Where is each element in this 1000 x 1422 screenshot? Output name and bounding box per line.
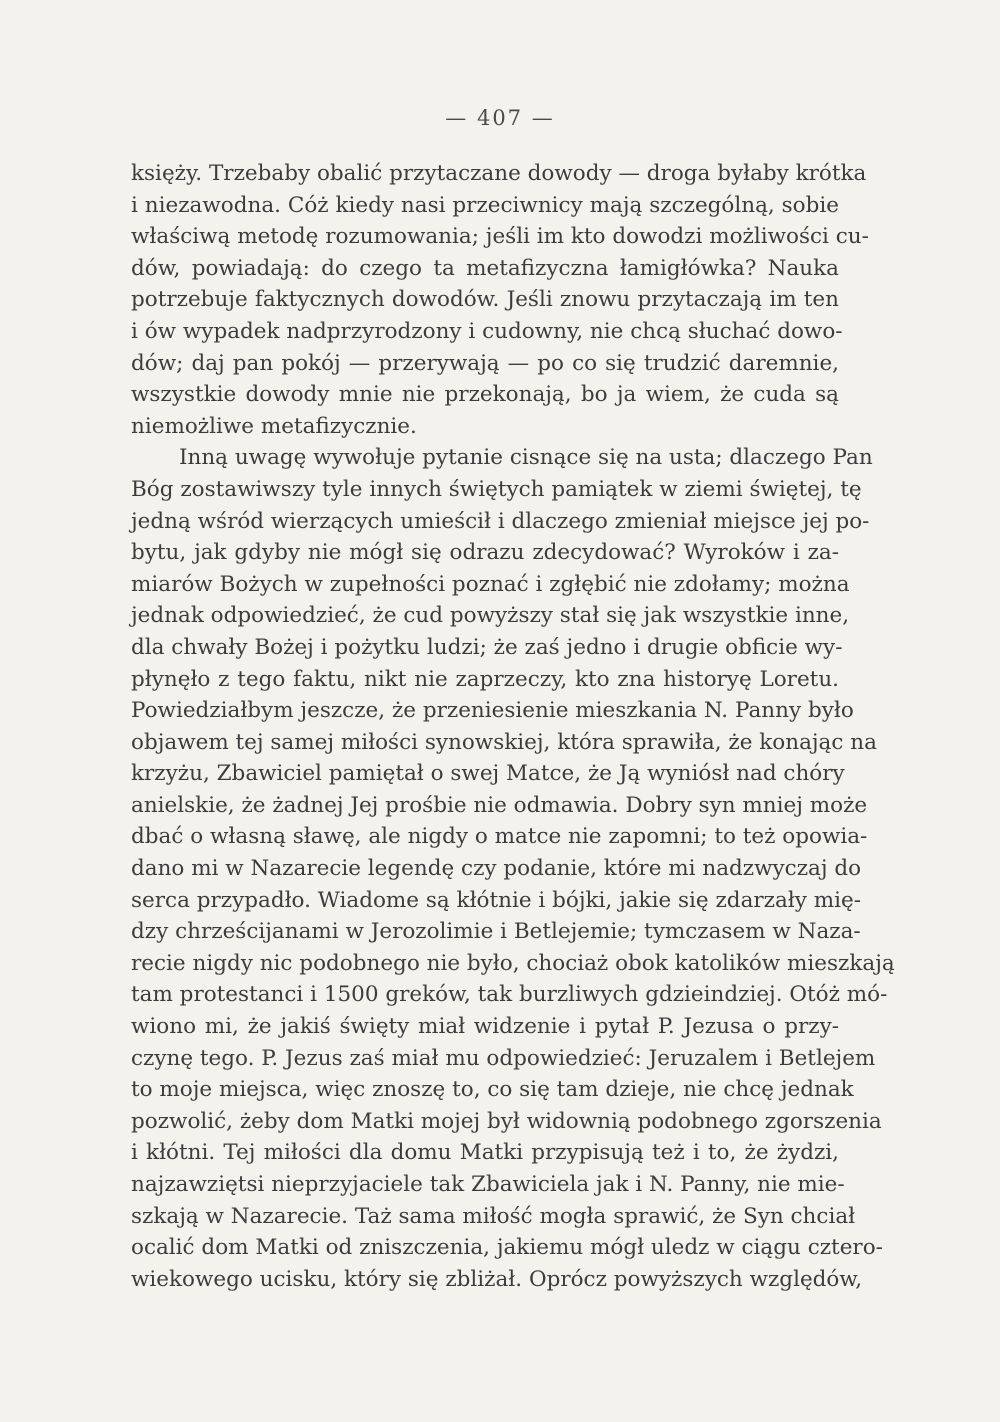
text-line: jednak odpowiedzieć, że cud powyższy stał się jak wszystkie inne, xyxy=(131,603,850,629)
text-line: dów; daj pan pokój — przerywają — po co się trudzić daremnie, xyxy=(131,350,839,376)
text-line: Inną uwagę wywołuje pytanie cisnące się na usta; dlaczego Pan xyxy=(179,445,873,471)
page-number: — 407 — xyxy=(445,106,555,130)
paragraph xyxy=(131,442,895,1295)
text-line: wszystkie dowody mnie nie przekonają, bo ja wiem, że cuda są xyxy=(131,382,839,408)
text-line: dano mi w Nazarecie legendę czy podanie, które mi nadzwyczaj do xyxy=(131,856,862,882)
text-line: księży. Trzebaby obalić przytaczane dowody — droga byłaby krótka xyxy=(131,161,867,186)
text-line: płynęło z tego faktu, nikt nie zaprzeczy, kto zna historyę Loretu. xyxy=(131,666,839,692)
text-line: miarów Bożych w zupełności poznać i zgłębić nie zdołamy; można xyxy=(131,571,850,597)
text-line: recie nigdy nic podobnego nie było, chociaż obok katolików mieszkają xyxy=(131,950,895,976)
text-line: Powiedziałbym jeszcze, że przeniesienie mieszkania N. Panny było xyxy=(131,698,854,724)
paragraph xyxy=(131,158,869,442)
text-line: krzyżu, Zbawiciel pamiętał o swej Matce, że Ją wyniósł nad chóry xyxy=(131,761,845,787)
text-line: anielskie, że żadnej Jej prośbie nie odmawia. Dobry syn mniej może xyxy=(131,792,868,818)
text-line: właściwą metodę rozumowania; jeśli im kto dowodzi możliwości cu- xyxy=(131,224,869,250)
text-line: objawem tej samej miłości synowskiej, która sprawiła, że konając na xyxy=(131,729,877,755)
text-line: bytu, jak gdyby nie mógł się odrazu zdecydować? Wyroków i za- xyxy=(131,540,839,566)
text-line: dzy chrześcijanami w Jerozolimie i Betlejemie; tymczasem w Naza- xyxy=(131,919,861,945)
text-line: Bóg zostawiwszy tyle innych świętych pamiątek w ziemi świętej, tę xyxy=(131,476,862,502)
text-line: wiono mi, że jakiś święty miał widzenie i pytał P. Jezusa o przy- xyxy=(131,1014,839,1040)
text-line: i niezawodna. Cóż kiedy nasi przeciwnicy mają szczególną, sobie xyxy=(131,192,839,218)
text-line: wiekowego ucisku, który się zbliżał. Oprócz powyższych względów, xyxy=(131,1266,863,1292)
text-line: niemożliwe metafizycznie. xyxy=(131,413,417,439)
text-line: ocalić dom Matki od zniszczenia, jakiemu mógł uledz w ciągu cztero- xyxy=(131,1235,883,1261)
text-line: czynę tego. P. Jezus zaś miał mu odpowiedzieć: Jeruzalem i Betlejem xyxy=(131,1045,876,1071)
text-line: serca przypadło. Wiadome są kłótnie i bójki, jakie się zdarzały mię- xyxy=(131,887,862,913)
text-line: i kłótni. Tej miłości dla domu Matki przypisują też i to, że żydzi, xyxy=(131,1140,839,1166)
text-line: to moje miejsca, więc znoszę to, co się tam dzieje, nie chcę jednak xyxy=(131,1077,854,1103)
body-text xyxy=(131,158,895,1295)
text-line: potrzebuje faktycznych dowodów. Jeśli znowu przytaczają im ten xyxy=(131,287,839,313)
text-line: dów, powiadają: do czego ta metafizyczna łamigłówka? Nauka xyxy=(131,255,839,281)
text-line: tam protestanci i 1500 greków, tak burzliwych gdzieindziej. Otóż mó- xyxy=(131,982,888,1008)
text-line: pozwolić, żeby dom Matki mojej był widownią podobnego zgorszenia xyxy=(131,1108,882,1134)
text-line: dbać o własną sławę, ale nigdy o matce nie zapomni; to też opowia- xyxy=(131,824,868,850)
text-line: najzawziętsi nieprzyjaciele tak Zbawiciela jak i N. Panny, nie mie- xyxy=(131,1172,845,1197)
text-line: szkają w Nazarecie. Taż sama miłość mogła sprawić, że Syn chciał xyxy=(131,1203,856,1229)
text-line: i ów wypadek nadprzyrodzony i cudowny, nie chcą słuchać dowo- xyxy=(131,318,843,344)
text-line: dla chwały Bożej i pożytku ludzi; że zaś jedno i drugie obficie wy- xyxy=(131,634,843,660)
text-line: jedną wśród wierzących umieścił i dlaczego zmieniał miejsce jej po- xyxy=(131,508,870,534)
